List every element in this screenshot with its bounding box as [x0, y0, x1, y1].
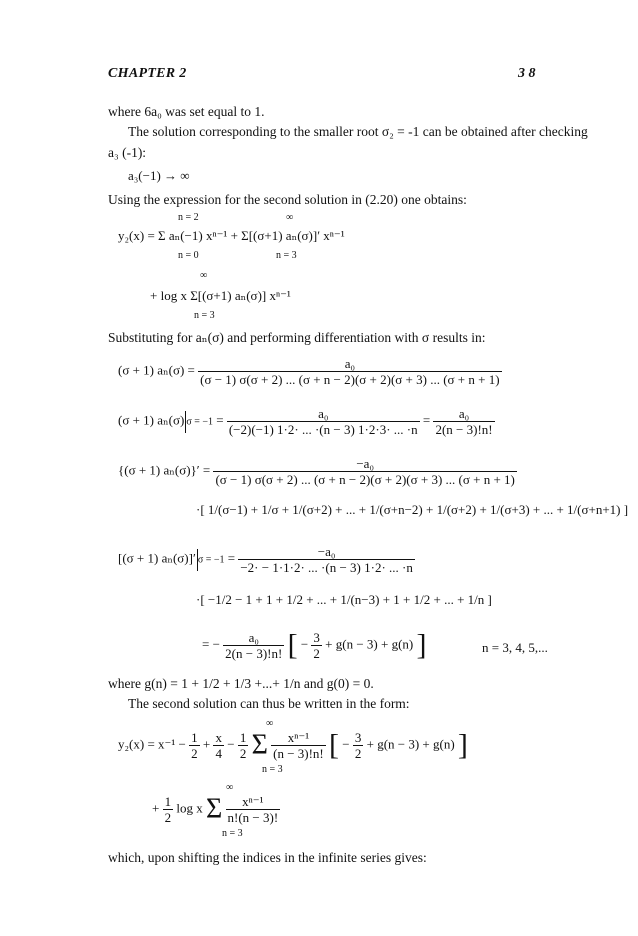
page-number: 3 8 — [518, 66, 536, 81]
fraction-denominator: 2 — [164, 810, 172, 825]
sum-upper-limit: ∞ — [266, 718, 274, 729]
fraction-denominator: 2 — [313, 646, 320, 661]
equation-3 — [118, 456, 517, 487]
equation-7: = − $\frac{\text{a₀}}{2(n - 3)!n!}$ [ − $\frac{3}{2}$ + g(n − 3) + g(n) ] — [202, 628, 427, 662]
text-line: where 6a₀ was set equal to 1. — [108, 104, 265, 119]
equation-rest: + g(n − 3) + g(n) — [325, 636, 414, 652]
sum-lower-limit: n = 3 — [222, 828, 243, 839]
fraction — [353, 730, 364, 761]
fraction — [226, 794, 281, 825]
text-line: a₃ (-1): — [108, 145, 147, 160]
fraction-numerator: a₀ — [198, 356, 501, 372]
fraction-numerator: a₀ — [223, 630, 284, 646]
equation-8: y₂(x) = x⁻¹ − $\frac{1}{2}$ + $\frac{x}{4}$ − $\frac{1}{2}$ Σ $\frac{\text{xⁿ⁻¹}}{(n - 3)!n!}$ [ − $\frac{3}{2}$ + g(n − 3) + g(n) ] — [118, 728, 468, 762]
fraction-numerator: a₀ — [433, 406, 494, 422]
fraction-numerator: xⁿ⁻¹ — [271, 730, 326, 746]
fraction-denominator: 2 — [239, 746, 247, 761]
fraction-denominator: (−2)(−1) 1·2· ... ·(n − 3) 1·2·3· ... ·n — [228, 422, 418, 437]
fraction-denominator: 4 — [215, 746, 222, 761]
fraction-denominator: (σ − 1) σ(σ + 2) ... (σ + n − 2)(σ + 2)(σ + 3) ... (σ + n + 1) — [215, 472, 515, 487]
chapter-heading: CHAPTER 2 — [108, 66, 187, 81]
fraction-denominator: −2· − 1·1·2· ... ·(n − 3) 1·2· ... ·n — [240, 560, 413, 575]
text-line: The second solution can thus be written in the form: — [128, 696, 410, 711]
equation-9: + $\frac{1}{2}$ log x Σ $\frac{\text{xⁿ⁻¹}}{n!(n - 3)!}$ — [152, 793, 279, 825]
equation-limit: a₃(−1) → ∞ — [128, 168, 190, 183]
sum-lower-limit: n = 0 — [178, 250, 199, 261]
fraction — [213, 730, 224, 761]
equation-rest: + g(n − 3) + g(n) — [366, 736, 455, 752]
fraction-denominator: 2 — [191, 746, 198, 761]
equation-y2-line2: + log x Σ[(σ+1) aₙ(σ)] xⁿ⁻¹ — [150, 288, 291, 303]
equation-5: [(σ + 1) aₙ(σ)]′ σ = −1 = $\frac{\text{−a₀}}{-2\cdot - 1\cdot 1\cdot 2\cdot ... \cdot(n - 3) 1\cdot 2\cdot ... \cdot n}$ — [118, 544, 413, 575]
sum-lower-limit: n = 3 — [262, 764, 283, 775]
fraction — [189, 730, 200, 761]
text-line: where g(n) = 1 + 1/2 + 1/3 +...+ 1/n and g(0) = 0. — [108, 676, 374, 691]
summation-symbol: Σ — [205, 793, 223, 825]
fraction-numerator: 3 — [313, 630, 320, 645]
text-line: Using the expression for the second solution in (2.20) one obtains: — [108, 192, 467, 207]
fraction-denominator: (n − 3)!n! — [273, 746, 324, 761]
fraction-denominator: 2(n − 3)!n! — [225, 646, 283, 661]
fraction-denominator: (σ − 1) σ(σ + 2) ... (σ + n − 2)(σ + 2)(σ + 3) ... (σ + n + 1) — [200, 372, 500, 387]
fraction-numerator: −a₀ — [238, 544, 415, 560]
left-bracket: [ — [287, 628, 298, 662]
equation-2: (σ + 1) aₙ(σ) σ = −1 = $\frac{\text{a₀}}{(-2)(-1) 1\cdot 2\cdot ... \cdot(n - 3) 1\cdot 2\cdot 3\cdot ... \cdot n}$ = $\frac{\text{a₀}}{2(n - 3)!n!}$ — [118, 406, 493, 437]
equation-lhs: = − — [202, 636, 220, 652]
sum-upper-limit: ∞ — [226, 782, 234, 793]
equation-lhs: y₂(x) = x⁻¹ − — [118, 736, 186, 752]
sum-upper-limit: ∞ — [286, 212, 294, 223]
right-bracket: ] — [457, 728, 468, 762]
fraction — [227, 406, 420, 437]
equation-4-bracket: ·[ 1/(σ−1) + 1/σ + 1/(σ+2) + ... + 1/(σ+n−2) + 1/(σ+2) + 1/(σ+3) + ... + 1/(σ+n+1) ] — [196, 502, 629, 517]
fraction — [311, 630, 322, 661]
sum-lower-limit: n = 3 — [276, 250, 297, 261]
fraction-numerator: −a₀ — [213, 456, 516, 472]
fraction — [198, 356, 501, 387]
fraction-denominator: n!(n − 3)! — [227, 810, 279, 825]
fraction-denominator: 2(n − 3)!n! — [435, 422, 493, 437]
fraction — [271, 730, 326, 761]
fraction — [163, 794, 174, 825]
fraction — [238, 730, 249, 761]
fraction-numerator: 3 — [354, 730, 362, 745]
equation-lhs: [(σ + 1) aₙ(σ)]′ — [118, 550, 196, 566]
fraction — [223, 630, 284, 661]
sum-upper-limit: ∞ — [200, 270, 208, 281]
fraction-numerator: x — [215, 730, 222, 745]
text-line: Substituting for aₙ(σ) and performing differentiation with σ results in: — [108, 330, 486, 345]
summation-symbol: Σ — [251, 729, 268, 761]
equation-6-bracket: ·[ −1/2 − 1 + 1 + 1/2 + ... + 1/(n−3) + 1 + 1/2 + ... + 1/n ] — [196, 592, 492, 607]
left-bracket: [ — [329, 728, 340, 762]
text-line: The solution corresponding to the smaller root σ₂ = -1 can be obtained after checking — [128, 124, 588, 139]
fraction — [213, 456, 516, 487]
evaluation-subscript: σ = −1 — [186, 416, 213, 428]
right-bracket: ] — [416, 628, 427, 662]
fraction-numerator: a₀ — [227, 406, 420, 422]
fraction-numerator: 1 — [239, 730, 247, 745]
fraction — [238, 544, 415, 575]
equation-lhs: {(σ + 1) aₙ(σ)}′ = — [118, 462, 211, 478]
log-term: log x — [176, 800, 203, 816]
fraction-denominator: 2 — [354, 746, 362, 761]
index-range: n = 3, 4, 5,... — [482, 640, 548, 655]
equation-lhs: (σ + 1) aₙ(σ) = — [118, 362, 195, 378]
equation-1 — [118, 356, 502, 387]
fraction-numerator: xⁿ⁻¹ — [226, 794, 281, 810]
evaluation-subscript: σ = −1 — [197, 554, 225, 566]
sum-lower-limit: n = 3 — [194, 310, 215, 321]
sum-upper-limit: n = 2 — [178, 212, 199, 223]
text-line: which, upon shifting the indices in the infinite series gives: — [108, 850, 427, 865]
fraction — [433, 406, 494, 437]
fraction-numerator: 1 — [191, 730, 198, 745]
fraction-numerator: 1 — [164, 794, 172, 809]
equation-y2-line1: y₂(x) = Σ aₙ(−1) xⁿ⁻¹ + Σ[(σ+1) aₙ(σ)]′ xⁿ⁻¹ — [118, 228, 345, 243]
equation-lhs: (σ + 1) aₙ(σ) — [118, 412, 185, 428]
